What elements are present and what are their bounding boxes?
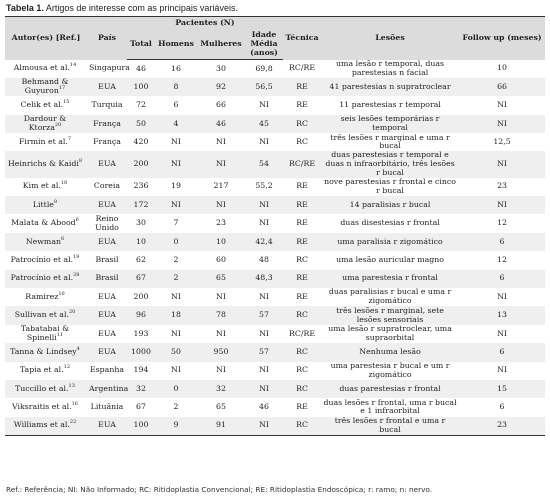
- country-cell: França: [93, 136, 121, 146]
- table-row: [5, 251, 545, 269]
- table-row: [5, 178, 545, 196]
- followup-cell: 12: [497, 218, 507, 228]
- reference-number: 12: [63, 364, 71, 371]
- men-cell: 0: [155, 380, 197, 398]
- followup-cell: NI: [497, 365, 507, 375]
- men-cell: 6: [173, 100, 179, 110]
- men-cell: 50: [155, 343, 197, 361]
- men-cell: 19: [171, 181, 181, 191]
- followup-cell: NI: [497, 291, 507, 301]
- table-row: [5, 60, 545, 78]
- author-cell: [5, 196, 87, 214]
- total-cell: 100: [127, 78, 155, 96]
- col-lesions-header: Lesões: [321, 17, 459, 60]
- women-cell: NI: [216, 291, 226, 301]
- total-cell: 200: [127, 151, 155, 177]
- table-row: [5, 78, 545, 96]
- col-total-header: Total: [127, 30, 155, 60]
- men-cell: NI: [171, 136, 181, 146]
- men-cell: NI: [155, 196, 197, 214]
- technique-cell: RE: [283, 270, 321, 288]
- table-caption: [6, 3, 238, 13]
- followup-cell: 15: [459, 380, 545, 398]
- author-cell: [5, 343, 87, 361]
- age-cell: NI: [259, 218, 269, 228]
- followup-cell: 12: [497, 255, 507, 264]
- lesions-cell: três lesões r frontal e uma r bucal: [321, 417, 459, 435]
- table-row: [5, 417, 545, 435]
- country-cell: Reino Unido: [95, 213, 119, 232]
- total-cell: 420: [133, 136, 149, 146]
- women-cell: 950: [197, 343, 245, 361]
- country-cell: Brasil: [87, 270, 127, 288]
- total-cell: 172: [127, 196, 155, 214]
- men-cell: NI: [171, 291, 181, 301]
- technique-cell: RC: [283, 306, 321, 324]
- reference-number: 6: [61, 235, 65, 242]
- men-cell: 2: [173, 402, 179, 412]
- reference-number: 19: [73, 254, 80, 260]
- table-row: [5, 96, 545, 114]
- women-cell: NI: [216, 365, 226, 375]
- age-cell: NI: [259, 136, 269, 146]
- reference-number: 14: [69, 62, 77, 69]
- age-cell: 57: [245, 306, 283, 324]
- followup-cell: 13: [459, 306, 545, 324]
- lesions-cell: uma lesão r supratroclear, uma supraorbital: [328, 324, 452, 342]
- country-cell: EUA: [87, 417, 127, 435]
- reference-number: 9: [53, 198, 58, 205]
- table-row: [5, 362, 545, 380]
- reference-number: 15: [63, 99, 70, 106]
- age-cell: NI: [259, 328, 269, 338]
- author-cell: [5, 115, 87, 133]
- followup-cell: 6: [459, 343, 545, 361]
- author-cell: [5, 306, 87, 324]
- men-cell: 2: [155, 270, 197, 288]
- author-name: Viksraitis et al.: [12, 402, 72, 412]
- men-cell: 18: [155, 306, 197, 324]
- women-cell: 78: [197, 306, 245, 324]
- men-cell: 2: [173, 255, 179, 264]
- total-cell: 72: [136, 100, 146, 110]
- followup-cell: 6: [459, 233, 545, 251]
- followup-cell: NI: [459, 115, 545, 133]
- lesions-cell: seis lesões temporárias r temporal: [321, 115, 459, 133]
- country-cell: EUA: [87, 306, 127, 324]
- total-cell: 46: [136, 63, 146, 73]
- women-cell: 46: [197, 115, 245, 133]
- country-cell: França: [87, 115, 127, 133]
- followup-cell: 23: [459, 417, 545, 435]
- technique-cell: RE: [296, 181, 308, 191]
- table-row: [5, 288, 545, 306]
- followup-cell: NI: [497, 328, 507, 338]
- author-name: Dardour & Ktorza: [23, 114, 67, 132]
- technique-cell: RE: [283, 233, 321, 251]
- followup-cell: 6: [499, 402, 505, 412]
- author-name: Behmand & Guyuron: [21, 77, 69, 96]
- women-cell: 32: [197, 380, 245, 398]
- age-cell: 56,5: [245, 78, 283, 96]
- age-cell: NI: [245, 417, 283, 435]
- country-cell: EUA: [87, 78, 127, 96]
- women-cell: 65: [216, 402, 226, 412]
- author-name: Williams et al.: [13, 420, 70, 430]
- age-cell: 57: [245, 343, 283, 361]
- followup-cell: 12,5: [493, 136, 511, 146]
- technique-cell: RC: [283, 343, 321, 361]
- women-cell: 30: [216, 63, 226, 73]
- author-cell: [5, 96, 87, 114]
- table-row: [5, 270, 545, 288]
- reference-number: 11: [56, 331, 64, 338]
- technique-cell: RC: [296, 365, 308, 375]
- technique-cell: RC/RE: [283, 151, 321, 177]
- lesions-cell: 11 parestesias r temporal: [339, 100, 441, 110]
- lesions-cell: duas parestesias r frontal: [321, 380, 459, 398]
- age-cell: 54: [245, 151, 283, 177]
- col-age-header: Idade Média (anos): [245, 30, 283, 60]
- author-cell: [5, 251, 87, 269]
- author-cell: [5, 178, 87, 196]
- men-cell: 16: [171, 63, 181, 73]
- reference-number: 18: [60, 180, 68, 187]
- author-cell: [5, 214, 87, 232]
- total-cell: 67: [127, 270, 155, 288]
- age-cell: NI: [259, 365, 269, 375]
- total-cell: 100: [127, 417, 155, 435]
- age-cell: NI: [245, 380, 283, 398]
- country-cell: Turquia: [91, 100, 123, 110]
- women-cell: NI: [216, 136, 226, 146]
- author-name: Tabatabai & Spinelli: [20, 324, 70, 342]
- reference-number: 20: [68, 309, 76, 316]
- reference-number: 10: [58, 290, 65, 297]
- men-cell: NI: [155, 151, 197, 177]
- lesions-cell: uma lesão auricular magno: [336, 255, 444, 264]
- table-row: [5, 233, 545, 251]
- table-footnote: Ref.: Referência; NI: Não Informado; RC: Ritidoplastia Convencional; RE: Ritidoplastia Endoscópica; r: ramo; n: nervo.: [6, 485, 433, 494]
- age-cell: NI: [259, 100, 269, 110]
- country-cell: Espanha: [89, 365, 125, 375]
- author-name: Firmin et al.: [18, 136, 68, 146]
- table-row: [5, 306, 545, 324]
- women-cell: 91: [197, 417, 245, 435]
- col-women-header: Mulheres: [197, 30, 245, 60]
- country-cell: EUA: [87, 233, 127, 251]
- lesions-cell: uma parestesia r frontal: [321, 270, 459, 288]
- author-name: Tapia et al.: [19, 365, 64, 375]
- country-cell: Lituânia: [90, 402, 124, 412]
- lesions-cell: três lesões r marginal e uma r bucal: [330, 132, 450, 151]
- technique-cell: RC/RE: [289, 328, 316, 338]
- technique-cell: RC: [283, 115, 321, 133]
- women-cell: 217: [213, 181, 229, 191]
- col-followup-header: Follow up (meses): [459, 17, 545, 60]
- lesions-cell: Nenhuma lesão: [321, 343, 459, 361]
- country-cell: EUA: [98, 328, 116, 338]
- women-cell: 92: [197, 78, 245, 96]
- lesions-cell: duas disestesias r frontal: [340, 218, 440, 228]
- articles-table: [5, 16, 545, 436]
- total-cell: 30: [136, 218, 146, 228]
- followup-cell: 6: [459, 270, 545, 288]
- reference-number: 17: [58, 85, 66, 92]
- followup-cell: 66: [459, 78, 545, 96]
- table-body: [5, 60, 545, 436]
- technique-cell: RE: [296, 402, 308, 412]
- author-name: Little: [32, 199, 54, 209]
- technique-cell: RC: [283, 380, 321, 398]
- technique-cell: RC: [296, 136, 308, 146]
- reference-number: 28: [73, 272, 80, 279]
- lesions-cell: 41 parestesias n supratroclear: [321, 78, 459, 96]
- total-cell: 96: [127, 306, 155, 324]
- women-cell: 66: [216, 100, 226, 110]
- men-cell: 9: [155, 417, 197, 435]
- followup-cell: NI: [459, 151, 545, 177]
- table-row: [5, 398, 545, 416]
- men-cell: 4: [155, 115, 197, 133]
- total-cell: 67: [136, 402, 146, 412]
- technique-cell: RE: [296, 218, 308, 228]
- reference-number: 7: [67, 135, 72, 142]
- age-cell: 45: [245, 115, 283, 133]
- age-cell: NI: [259, 291, 269, 301]
- men-cell: 8: [155, 78, 197, 96]
- lesions-cell: três lesões r marginal, sete lesões sensoriais: [321, 306, 459, 324]
- author-name: Kim et al.: [22, 181, 61, 191]
- author-name: Tanna & Lindsey: [10, 346, 77, 356]
- women-cell: NI: [197, 151, 245, 177]
- col-author-header: Autor(es) [Ref.]: [5, 17, 87, 60]
- caption-label: Tabela 1.: [6, 3, 44, 13]
- technique-cell: RE: [296, 291, 308, 301]
- lesions-cell: nove parestesias r frontal e cinco r bucal: [324, 177, 456, 195]
- total-cell: 194: [133, 365, 149, 375]
- author-name: Newman: [25, 236, 61, 246]
- men-cell: 0: [155, 233, 197, 251]
- technique-cell: RE: [296, 100, 308, 110]
- women-cell: 65: [197, 270, 245, 288]
- age-cell: 48,3: [245, 270, 283, 288]
- reference-number: 6: [75, 217, 79, 224]
- table-row: [5, 214, 545, 232]
- author-cell: [5, 233, 87, 251]
- col-men-header: Homens: [155, 30, 197, 60]
- reference-number: 4: [76, 345, 80, 352]
- patients-group-header: Pacientes (N): [127, 17, 283, 31]
- women-cell: NI: [197, 196, 245, 214]
- followup-cell: NI: [497, 100, 507, 110]
- table-row: [5, 151, 545, 177]
- country-cell: Argentina: [87, 380, 127, 398]
- lesions-cell: duas parestesias r temporal e duas n infraorbitário, três lesões r bucal: [321, 151, 459, 177]
- followup-cell: 23: [497, 181, 507, 191]
- reference-number: 8: [78, 158, 83, 165]
- table-row: [5, 343, 545, 361]
- country-cell: Brasil: [95, 255, 119, 264]
- reference-number: 22: [69, 419, 77, 426]
- author-cell: [5, 151, 87, 177]
- author-name: Celik et al.: [20, 100, 64, 110]
- author-name: Patrocínio et al.: [10, 273, 74, 283]
- technique-cell: RC: [296, 255, 308, 264]
- age-cell: 46: [259, 402, 269, 412]
- men-cell: 7: [173, 218, 179, 228]
- col-technique-header: Técnica: [283, 17, 321, 60]
- table-row: [5, 325, 545, 343]
- author-name: Malata & Abood: [11, 218, 76, 228]
- author-cell: [5, 288, 87, 306]
- author-cell: [5, 417, 87, 435]
- author-name: Heinrichs & Kaidi: [7, 159, 79, 169]
- author-cell: [5, 270, 87, 288]
- age-cell: NI: [245, 196, 283, 214]
- technique-cell: RE: [283, 196, 321, 214]
- col-country-header: País: [87, 17, 127, 60]
- total-cell: 62: [136, 255, 146, 264]
- lesions-cell: duas paralisias r bucal e uma r zigomático: [328, 287, 452, 306]
- total-cell: 10: [127, 233, 155, 251]
- lesions-cell: 14 paralisias r bucal: [321, 196, 459, 214]
- age-cell: 42,4: [245, 233, 283, 251]
- women-cell: 23: [216, 218, 226, 228]
- total-cell: 50: [127, 115, 155, 133]
- reference-number: 16: [71, 401, 78, 408]
- author-cell: [5, 325, 87, 343]
- followup-cell: NI: [459, 196, 545, 214]
- author-name: Tuccillo et al.: [15, 383, 69, 393]
- author-name: Almousa et al.: [13, 63, 70, 73]
- age-cell: 48: [259, 255, 269, 264]
- total-cell: 1000: [127, 343, 155, 361]
- author-cell: [5, 362, 87, 380]
- country-cell: EUA: [87, 196, 127, 214]
- technique-cell: RC: [283, 417, 321, 435]
- author-cell: [5, 398, 87, 416]
- total-cell: 32: [127, 380, 155, 398]
- caption-text: Artigos de interesse com as principais variáveis.: [43, 3, 238, 13]
- reference-number: 20: [54, 121, 62, 128]
- author-name: Patrocínio et al.: [10, 255, 74, 264]
- technique-cell: RC/RE: [289, 63, 316, 73]
- table-row: [5, 196, 545, 214]
- table-row: [5, 133, 545, 151]
- country-cell: EUA: [98, 291, 116, 301]
- total-cell: 236: [133, 181, 149, 191]
- author-cell: [5, 380, 87, 398]
- author-cell: [5, 78, 87, 96]
- author-cell: [5, 133, 87, 151]
- men-cell: NI: [171, 365, 181, 375]
- followup-cell: 10: [497, 63, 507, 73]
- lesions-cell: duas lesões r frontal, uma r bucal e 1 infraorbital: [323, 397, 457, 416]
- country-cell: Coreia: [93, 181, 121, 191]
- age-cell: 55,2: [255, 181, 273, 191]
- lesions-cell: uma lesão r temporal, duas parestesias n facial: [336, 58, 445, 77]
- table-row: [5, 115, 545, 133]
- country-cell: Singapura: [89, 63, 130, 73]
- women-cell: 10: [197, 233, 245, 251]
- author-cell: [5, 60, 87, 78]
- total-cell: 200: [133, 291, 149, 301]
- women-cell: NI: [216, 328, 226, 338]
- author-name: Sullivan et al.: [14, 310, 69, 320]
- country-cell: EUA: [87, 343, 127, 361]
- total-cell: 193: [133, 328, 149, 338]
- women-cell: 60: [216, 255, 226, 264]
- technique-cell: RE: [283, 78, 321, 96]
- table-row: [5, 380, 545, 398]
- reference-number: 13: [68, 382, 75, 389]
- men-cell: NI: [171, 328, 181, 338]
- lesions-cell: uma paralisia r zigomático: [321, 233, 459, 251]
- author-name: Ramirez: [25, 291, 59, 301]
- lesions-cell: uma parestesia r bucal e um r zigomático: [330, 360, 450, 379]
- country-cell: EUA: [87, 151, 127, 177]
- age-cell: 69,8: [255, 63, 273, 73]
